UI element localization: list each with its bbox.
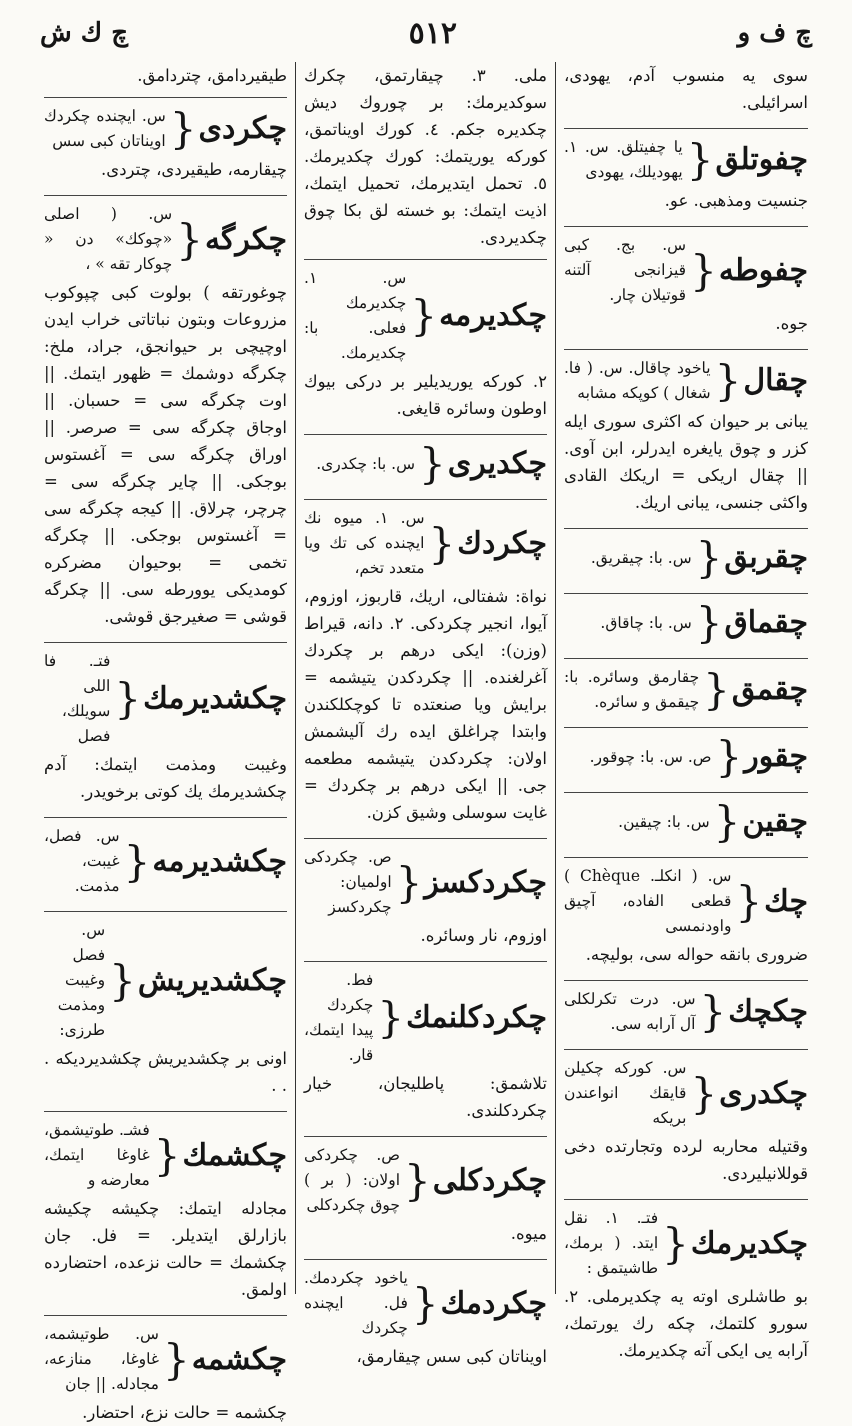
dictionary-entry xyxy=(304,499,547,826)
brace-glyph: { xyxy=(714,356,742,405)
headword: چكديری xyxy=(447,446,547,481)
headword: چكديرمك xyxy=(690,1225,808,1261)
brace-glyph: { xyxy=(690,1068,718,1118)
dictionary-entry xyxy=(564,128,808,214)
brace-glyph: { xyxy=(410,291,438,340)
brace-glyph: { xyxy=(153,1130,181,1180)
dictionary-entry xyxy=(44,911,287,1099)
continued-text: ملی. ٣. چيقارتمق، چكرك سوكديرمك: بر چوروك ديش چكديره جكم. ٤. كورك اويناتمق، كوركه يوريتمك: كورك چكديرمك. ٥. تحمل ايتديرمك، تحميل ايتمك، اذيت ايتمك: بو خسته لق بكا چوق چكديردی. xyxy=(304,66,547,247)
brace-glyph: { xyxy=(686,135,714,184)
dictionary-entry xyxy=(44,642,287,805)
definition-text: چوغورتقه ) بولوت كبی چپوكوب مزروعات وبتون نباتاتی خراب ايدن اوچيچی بر حيوانجق، جراد، ملخ: چكرگه دوشمك = ظهور ايتمك. || اوت چكرگه سی = حسبان. || اوجاق چكرگه سی = صرصر. || اوراق چكرگه سی = آغستوس بوجكی. || چاير چكرگه سی = چرچر، چرلاق. || كيجه چكرگه سی = آغستوس بوجكی. || چكرگه تخمی = بوحيوان مضركره كومديكی يوورطه سی. || چكرگه قوشی = صغيرجق قوشی. xyxy=(44,283,287,626)
grammar-label: س. با: چكدری. xyxy=(316,454,416,473)
dictionary-entry xyxy=(564,528,808,581)
dictionary-entry xyxy=(304,1259,547,1370)
headword: چقربق xyxy=(724,540,808,575)
dictionary-entry xyxy=(304,259,547,422)
brace-glyph: { xyxy=(699,987,727,1036)
grammar-label: ص. چكردكی اولميان: چكردكسز xyxy=(304,848,392,916)
brace-glyph: { xyxy=(690,245,717,295)
entry-lead xyxy=(304,845,547,920)
headword: چكردكلنمك xyxy=(406,1000,547,1035)
grammar-label: س. بج. كبی قيزانجی آلتنه قوتيلان چار. xyxy=(564,236,687,304)
headword: چكشمك xyxy=(182,1137,287,1173)
dictionary-entry xyxy=(564,980,808,1037)
brace-glyph: { xyxy=(109,955,136,1005)
brace-glyph: { xyxy=(428,518,456,568)
headword: چفوطه xyxy=(718,252,808,288)
dictionary-entry xyxy=(564,727,808,780)
definition-text: چيقارمه، طيقيردی، چتردی. xyxy=(101,160,287,179)
definition-text: يبانی بر حيوان كه اكثری سوری ايله كزر و چوق يايغره ايدرلر، ابن آوی. || چقال اريكی = اريكك القادی واكثی جنسی، يبانی اريك. xyxy=(564,412,808,512)
brace-glyph: { xyxy=(735,876,763,926)
grammar-label: س. ١. ميوه نك ايچنده كی تك ويا متعدد تخم، xyxy=(304,509,425,577)
entry-lead xyxy=(304,506,547,581)
definition-text: مجادله ايتمك: چكيشه چكيشه بازارلق ايتديلر. = فل. جان چكشمك = حالت نزعده، احتضارده اولمق. xyxy=(44,1199,287,1299)
dictionary-entry xyxy=(564,1199,808,1364)
definition-text: وغيبت ومذمت ايتمك: آدم چكشديرمك يك كوتی برخويدر. xyxy=(44,755,287,801)
dictionary-entry xyxy=(304,961,547,1124)
brace-glyph: { xyxy=(713,797,741,846)
continued-text: طيقيردامق، چتردامق. xyxy=(137,66,287,85)
headword: چكردك xyxy=(457,525,547,561)
entry-lead xyxy=(44,1118,287,1193)
brace-glyph: { xyxy=(419,439,446,488)
definition-text: اوزوم، نار وسائره. xyxy=(420,926,547,945)
header-left-letters: چ ك ش xyxy=(40,18,129,48)
grammar-label: فط. چكردك پيدا ايتمك، قار. xyxy=(304,971,374,1064)
entry-lead xyxy=(44,1322,287,1397)
header-right-letters: چ ف و xyxy=(737,18,812,48)
grammar-label: فتـ. فا اللی سويلك، فصل xyxy=(44,652,111,745)
definition-text: وقتيله محاربه لرده وتجارتده دخی قوللانيليردی. xyxy=(564,1137,808,1183)
headword: چفوتلق xyxy=(715,142,808,177)
brace-glyph: { xyxy=(703,665,730,714)
headword: چكردكلی xyxy=(432,1162,547,1198)
entry-lead xyxy=(564,535,808,581)
entry-lead xyxy=(564,987,808,1037)
entry-lead xyxy=(44,649,287,749)
grammar-label: س. با: چيقريق. xyxy=(590,548,692,567)
definition-text: تلاشمق: پاطليجان، خيار چكردكلندی. xyxy=(304,1074,547,1120)
entry-lead xyxy=(44,202,287,277)
brace-glyph: { xyxy=(695,533,723,582)
brace-glyph: { xyxy=(377,993,405,1042)
grammar-label: س. طوتيشمه، غاوغا، منازعه، مجادله. || جان xyxy=(44,1325,159,1393)
entry-lead xyxy=(564,1056,808,1131)
headword: چقمق xyxy=(731,672,808,707)
grammar-label: س. ( انكلـ. Chèque ) قطعی الفاده، آچيق واودنمسی xyxy=(564,867,732,935)
entry-lead xyxy=(564,799,808,845)
grammar-label: ص. س. با: چوقور. xyxy=(589,747,712,766)
grammar-label: س. ( اصلی «چوكك» دن « چوكار تقه » ، xyxy=(44,205,173,273)
entry-lead xyxy=(44,824,287,899)
grammar-label: س. ايچنده چكردك اويناتان كبی سس xyxy=(44,107,166,150)
entry-lead xyxy=(564,600,808,646)
dictionary-entry xyxy=(564,1049,808,1187)
entry-lead xyxy=(304,1266,547,1341)
entry-lead xyxy=(564,135,808,185)
entry-lead xyxy=(44,918,287,1043)
grammar-label: ياخود چاقال. س. ( فا. شغال ) كوپكه مشابه xyxy=(564,359,711,402)
definition-text: اويناتان كبی سس چيقارمق، xyxy=(356,1347,547,1366)
definition-text: ميوه. xyxy=(510,1224,547,1243)
dictionary-entry xyxy=(564,349,808,516)
entry-lead xyxy=(44,104,287,154)
page-header xyxy=(40,8,812,58)
headword: چقين xyxy=(742,804,808,839)
dictionary-entry xyxy=(44,817,287,899)
grammar-label: س. ١. چكديرمك فعلی. با: چكديرمك. xyxy=(304,269,407,362)
headword: چكردمك xyxy=(440,1285,547,1321)
entry-lead xyxy=(564,665,808,715)
grammar-label: س. با: چيقين. xyxy=(618,812,710,831)
headword: چكردی xyxy=(198,111,287,146)
dictionary-entry xyxy=(564,62,808,116)
entry-lead xyxy=(564,356,808,406)
definition-text: سوی يه منسوب آدم، يهودی، اسرائيلی. xyxy=(564,66,808,112)
definition-text: ضروری بانقه حواله سی، بوليچه. xyxy=(585,945,808,964)
definition-text: نواة: شفتالی، اريك، قاربوز، اوزوم، آيوا، انجير چكردكی. ٢. دانه، قيراط (وزن): ايكی درهم بر چكردك آغرلغنده. || چكردكدن يتيشمه = برايش ويا صنعتده تا كوچكلكندن وابتدا چراغلق ايده رك آليشمش اولان: چكردكدن يتيشمه مطعمه جی. || ايكی درهم بر چكردك = غايت سوسلی وشيق كزن. xyxy=(304,587,548,822)
dictionary-entry xyxy=(44,97,287,183)
brace-glyph: { xyxy=(123,836,151,886)
grammar-label: يا چفيتلق. س. ١. يهوديلك، يهودی xyxy=(564,138,683,181)
headword: چقماق xyxy=(724,605,808,640)
entry-lead xyxy=(564,1206,808,1281)
dictionary-entry xyxy=(44,1111,287,1303)
brace-glyph: { xyxy=(411,1278,439,1328)
headword: چكشديرمك xyxy=(143,681,287,716)
headword: چقال xyxy=(743,363,808,398)
dictionary-entry xyxy=(304,1136,547,1247)
grammar-label: س. با: چاقاق. xyxy=(600,613,692,632)
brace-glyph: { xyxy=(404,1155,431,1205)
dictionary-entry xyxy=(44,195,287,630)
grammar-label: چقارمق وسائره. با: چيقمق و سائره. xyxy=(564,668,700,711)
left-column xyxy=(36,62,296,1422)
grammar-label: س. درت تكرلكلی آل آرابه سی. xyxy=(564,990,696,1033)
headword: چكشمه xyxy=(191,1341,287,1377)
definition-text: چكشمه = حالت نزع، احتضار. xyxy=(82,1403,287,1422)
dictionary-entry xyxy=(44,1315,287,1426)
definition-text: جنسيت ومذهبی. عو. xyxy=(664,191,808,210)
dictionary-entry xyxy=(304,838,547,949)
dictionary-entry xyxy=(564,857,808,968)
headword: چكشديريش xyxy=(137,962,287,998)
brace-glyph: { xyxy=(395,857,423,907)
definition-text: بو طاشلری اوته يه چكديرملی. ٢. سورو كلتمك، چكه رك يورتمك، آرابه يی ايكی آته چكديرمك. xyxy=(564,1287,808,1360)
dictionary-entry xyxy=(564,658,808,715)
grammar-label: س. كوركه چكيلن قايقك انواعندن بريكه xyxy=(564,1059,687,1127)
dictionary-entry xyxy=(564,593,808,646)
brace-glyph: { xyxy=(715,732,743,781)
headword: چك xyxy=(764,883,808,919)
definition-text: جوه. xyxy=(775,314,808,333)
dictionary-entry xyxy=(564,226,808,337)
middle-column xyxy=(296,62,556,1366)
headword: چكشديرمه xyxy=(152,843,287,879)
definition-text: ٢. كوركه يوريديلير بر دركی بيوك اوطون وسائره قايغی. xyxy=(304,372,547,418)
entry-lead xyxy=(564,233,808,308)
brace-glyph: { xyxy=(662,1218,689,1268)
brace-glyph: { xyxy=(695,598,723,647)
brace-glyph: { xyxy=(169,104,197,153)
grammar-label: س. فصل وغيبت ومذمت طرزی: xyxy=(57,921,106,1039)
brace-glyph: { xyxy=(114,674,142,723)
entry-lead xyxy=(564,864,808,939)
headword: چقور xyxy=(744,739,808,774)
dictionary-entry xyxy=(564,792,808,845)
headword: چكدری xyxy=(719,1075,808,1111)
entry-lead xyxy=(304,1143,547,1218)
dictionary-columns xyxy=(36,62,816,1422)
brace-glyph: { xyxy=(176,214,203,264)
grammar-label: ياخود چكردمك. فل. ايچنده چكردك xyxy=(304,1269,408,1337)
grammar-label: فتـ. ١. نقل ايتد. ( برمك، طاشيتمق : xyxy=(564,1209,659,1277)
headword: چكديرمه xyxy=(439,298,547,333)
headword: چكچك xyxy=(728,994,808,1029)
headword: چكرگه xyxy=(204,221,287,257)
entry-lead xyxy=(304,968,547,1068)
headword: چكردكسز xyxy=(424,864,547,900)
page-number: ٥١٢ xyxy=(408,15,457,51)
entry-lead xyxy=(564,734,808,780)
dictionary-entry xyxy=(304,434,547,487)
grammar-label: ص. چكردكی اولان: ( بر ) چوق چكردكلی xyxy=(304,1146,401,1214)
definition-text: اونی بر چكشديريش چكشديرديكه . . . xyxy=(44,1049,287,1095)
entry-lead xyxy=(304,441,547,487)
brace-glyph: { xyxy=(162,1334,190,1384)
entry-lead xyxy=(304,266,547,366)
grammar-label: س. فصل، غيبت، مذمت. xyxy=(44,827,120,895)
grammar-label: فشـ. طوتيشمق، غاوغا ايتمك، معارضه و xyxy=(44,1121,150,1189)
right-column xyxy=(556,62,816,1360)
